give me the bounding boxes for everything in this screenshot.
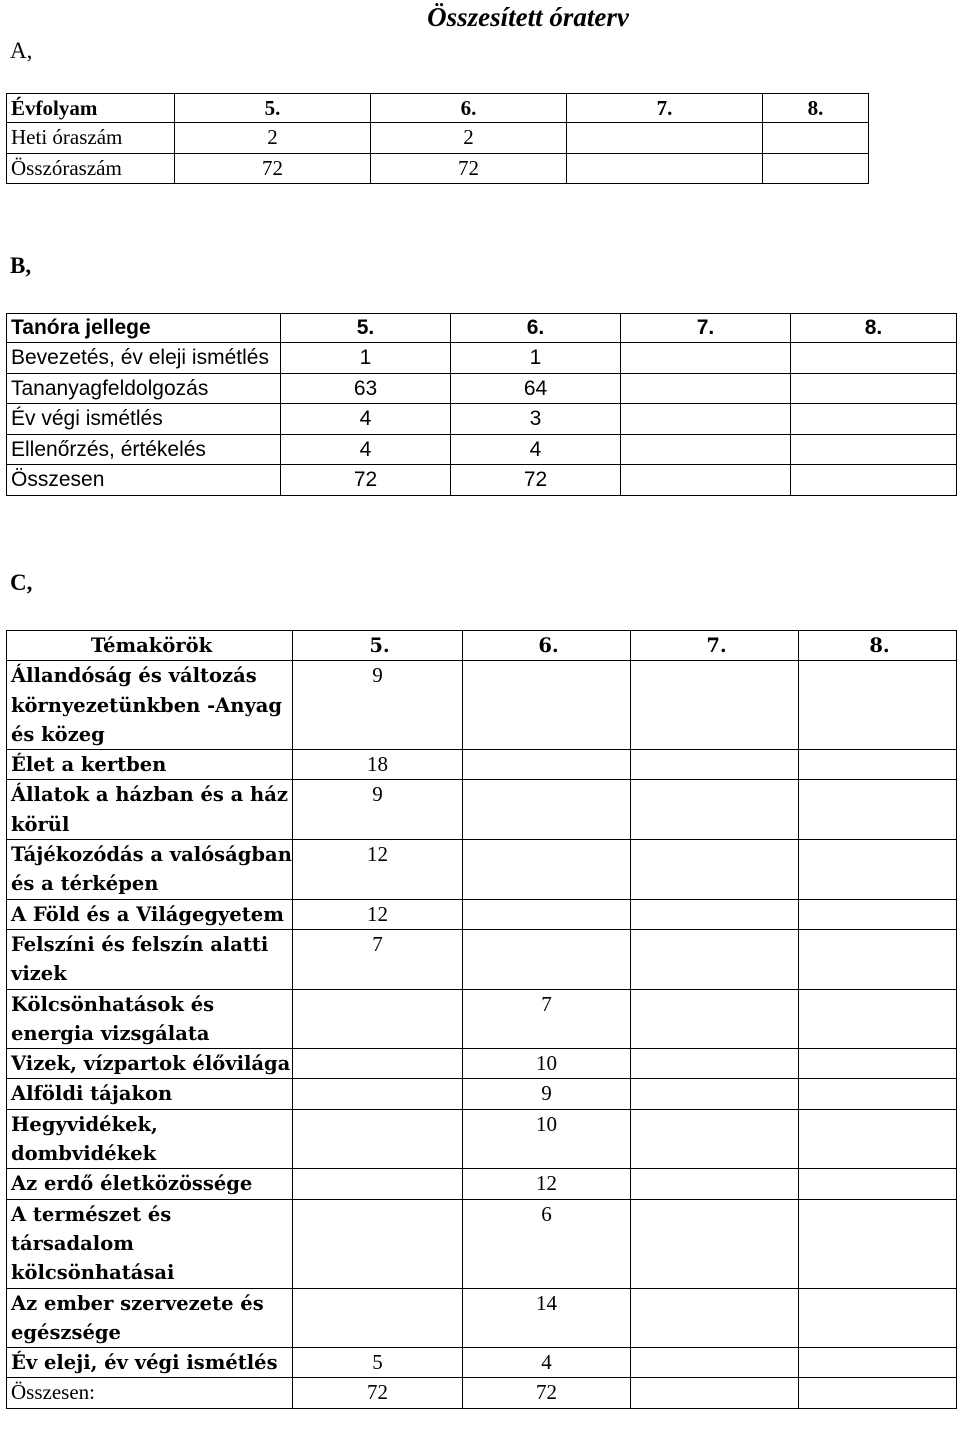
hour-value bbox=[631, 750, 799, 780]
hour-value bbox=[463, 840, 631, 900]
table-row bbox=[7, 1109, 957, 1169]
column-header-grade: 8. bbox=[791, 314, 957, 343]
hour-value: 72 bbox=[451, 465, 621, 496]
hour-value bbox=[799, 1348, 957, 1378]
table-row bbox=[7, 840, 957, 900]
hour-value bbox=[293, 989, 463, 1049]
table-header-row bbox=[7, 631, 957, 661]
hour-value bbox=[567, 153, 763, 184]
hour-value bbox=[567, 123, 763, 154]
column-header-grade: 7. bbox=[621, 314, 791, 343]
hour-value: 4 bbox=[451, 434, 621, 465]
row-label: Alföldi tájakon bbox=[7, 1079, 293, 1109]
hour-value: 18 bbox=[293, 750, 463, 780]
row-label: Vizek, vízpartok élővilága bbox=[7, 1049, 293, 1079]
hour-value: 72 bbox=[463, 1378, 631, 1408]
column-header-label: Tanóra jellege bbox=[7, 314, 281, 343]
row-label: Állatok a házban és a ház körül bbox=[7, 780, 293, 840]
row-label: Állandóság és változás környezetünkben -Anyag és közeg bbox=[7, 661, 293, 750]
hour-value: 4 bbox=[463, 1348, 631, 1378]
table-header-row bbox=[7, 94, 869, 123]
page-title: Összesített óraterv bbox=[427, 2, 629, 32]
hour-value: 72 bbox=[371, 153, 567, 184]
hour-value: 2 bbox=[175, 123, 371, 154]
row-label: Heti óraszám bbox=[7, 123, 175, 154]
row-label: Bevezetés, év eleji ismétlés bbox=[7, 343, 281, 374]
table-row bbox=[7, 434, 957, 465]
table-row bbox=[7, 1348, 957, 1378]
table-row bbox=[7, 1049, 957, 1079]
hour-value: 2 bbox=[371, 123, 567, 154]
hour-value bbox=[799, 1378, 957, 1408]
hour-value: 1 bbox=[281, 343, 451, 374]
row-label: Felszíni és felszín alatti vizek bbox=[7, 929, 293, 989]
table-row bbox=[7, 989, 957, 1049]
hour-value bbox=[463, 929, 631, 989]
column-header-grade: 5. bbox=[293, 631, 463, 661]
hour-value bbox=[791, 465, 957, 496]
table-row bbox=[7, 1378, 957, 1408]
hour-value: 63 bbox=[281, 373, 451, 404]
table-c-body bbox=[7, 631, 957, 1409]
column-header-label: Évfolyam bbox=[7, 94, 175, 123]
hour-value: 72 bbox=[281, 465, 451, 496]
hour-value: 5 bbox=[293, 1348, 463, 1378]
hour-value bbox=[293, 1199, 463, 1288]
hour-value bbox=[293, 1079, 463, 1109]
hour-value bbox=[463, 750, 631, 780]
table-row bbox=[7, 929, 957, 989]
column-header-label: Témakörök bbox=[7, 631, 293, 661]
hour-value bbox=[799, 1199, 957, 1288]
hour-value bbox=[293, 1049, 463, 1079]
hour-value: 1 bbox=[451, 343, 621, 374]
hour-value: 4 bbox=[281, 404, 451, 435]
section-a-label: A, bbox=[10, 38, 33, 63]
hour-value bbox=[631, 1378, 799, 1408]
hour-value: 72 bbox=[293, 1378, 463, 1408]
hour-value: 64 bbox=[451, 373, 621, 404]
hour-value bbox=[631, 780, 799, 840]
hour-value: 9 bbox=[463, 1079, 631, 1109]
hour-value bbox=[799, 899, 957, 929]
column-header-grade: 6. bbox=[463, 631, 631, 661]
hour-value: 12 bbox=[463, 1169, 631, 1199]
row-label: A természet és társadalom kölcsönhatásai bbox=[7, 1199, 293, 1288]
hour-value: 9 bbox=[293, 780, 463, 840]
hour-value bbox=[799, 1049, 957, 1079]
section-b-label: B, bbox=[10, 253, 32, 278]
hour-value bbox=[631, 989, 799, 1049]
hour-value bbox=[621, 404, 791, 435]
row-label: Ellenőrzés, értékelés bbox=[7, 434, 281, 465]
table-row bbox=[7, 343, 957, 374]
hour-value: 12 bbox=[293, 840, 463, 900]
column-header-grade: 5. bbox=[175, 94, 371, 123]
table-row bbox=[7, 1079, 957, 1109]
column-header-grade: 6. bbox=[451, 314, 621, 343]
hour-value bbox=[799, 1079, 957, 1109]
hour-value bbox=[799, 840, 957, 900]
hour-value bbox=[799, 989, 957, 1049]
hour-value: 72 bbox=[175, 153, 371, 184]
section-c-label: C, bbox=[10, 570, 33, 595]
hour-value: 7 bbox=[463, 989, 631, 1049]
row-label: Összóraszám bbox=[7, 153, 175, 184]
row-label: Tananyagfeldolgozás bbox=[7, 373, 281, 404]
hour-value bbox=[631, 1169, 799, 1199]
table-b-body bbox=[7, 314, 957, 496]
hour-value bbox=[799, 661, 957, 750]
table-row bbox=[7, 750, 957, 780]
hour-value bbox=[631, 1049, 799, 1079]
table-row bbox=[7, 1199, 957, 1288]
row-label: Tájékozódás a valóságban és a térképen bbox=[7, 840, 293, 900]
hour-value bbox=[621, 465, 791, 496]
table-section-c bbox=[6, 630, 957, 1409]
table-row bbox=[7, 153, 869, 184]
row-label: Év végi ismétlés bbox=[7, 404, 281, 435]
table-row bbox=[7, 661, 957, 750]
hour-value bbox=[631, 1109, 799, 1169]
hour-value: 4 bbox=[281, 434, 451, 465]
hour-value bbox=[621, 373, 791, 404]
hour-value bbox=[799, 750, 957, 780]
hour-value bbox=[631, 899, 799, 929]
table-row bbox=[7, 899, 957, 929]
hour-value: 6 bbox=[463, 1199, 631, 1288]
row-label: Élet a kertben bbox=[7, 750, 293, 780]
hour-value bbox=[293, 1169, 463, 1199]
column-header-grade: 7. bbox=[567, 94, 763, 123]
column-header-grade: 8. bbox=[763, 94, 869, 123]
hour-value bbox=[799, 780, 957, 840]
hour-value bbox=[791, 404, 957, 435]
hour-value bbox=[763, 153, 869, 184]
hour-value: 3 bbox=[451, 404, 621, 435]
hour-value bbox=[799, 1109, 957, 1169]
hour-value bbox=[799, 929, 957, 989]
column-header-grade: 5. bbox=[281, 314, 451, 343]
hour-value bbox=[791, 373, 957, 404]
hour-value: 9 bbox=[293, 661, 463, 750]
table-section-b bbox=[6, 313, 957, 496]
hour-value bbox=[631, 1079, 799, 1109]
hour-value: 12 bbox=[293, 899, 463, 929]
hour-value bbox=[621, 434, 791, 465]
table-section-a bbox=[6, 93, 869, 184]
row-label: Összesen: bbox=[7, 1378, 293, 1408]
hour-value bbox=[799, 1288, 957, 1348]
hour-value bbox=[631, 1288, 799, 1348]
row-label: Hegyvidékek, dombvidékek bbox=[7, 1109, 293, 1169]
hour-value bbox=[631, 840, 799, 900]
hour-value bbox=[631, 1348, 799, 1378]
row-label: Az ember szervezete és egészsége bbox=[7, 1288, 293, 1348]
column-header-grade: 6. bbox=[371, 94, 567, 123]
table-row bbox=[7, 123, 869, 154]
hour-value bbox=[631, 1199, 799, 1288]
table-row bbox=[7, 1288, 957, 1348]
row-label: A Föld és a Világegyetem bbox=[7, 899, 293, 929]
table-row bbox=[7, 780, 957, 840]
table-header-row bbox=[7, 314, 957, 343]
hour-value bbox=[293, 1109, 463, 1169]
hour-value bbox=[799, 1169, 957, 1199]
table-row bbox=[7, 404, 957, 435]
hour-value bbox=[463, 661, 631, 750]
column-header-grade: 8. bbox=[799, 631, 957, 661]
hour-value bbox=[293, 1288, 463, 1348]
table-row bbox=[7, 465, 957, 496]
hour-value: 10 bbox=[463, 1049, 631, 1079]
hour-value: 7 bbox=[293, 929, 463, 989]
hour-value bbox=[791, 343, 957, 374]
row-label: Összesen bbox=[7, 465, 281, 496]
hour-value bbox=[791, 434, 957, 465]
hour-value bbox=[763, 123, 869, 154]
column-header-grade: 7. bbox=[631, 631, 799, 661]
table-row bbox=[7, 1169, 957, 1199]
row-label: Az erdő életközössége bbox=[7, 1169, 293, 1199]
hour-value bbox=[631, 661, 799, 750]
table-row bbox=[7, 373, 957, 404]
hour-value bbox=[621, 343, 791, 374]
row-label: Kölcsönhatások és energia vizsgálata bbox=[7, 989, 293, 1049]
table-a-body bbox=[7, 94, 869, 184]
hour-value: 10 bbox=[463, 1109, 631, 1169]
hour-value bbox=[463, 899, 631, 929]
row-label: Év eleji, év végi ismétlés bbox=[7, 1348, 293, 1378]
hour-value bbox=[631, 929, 799, 989]
hour-value: 14 bbox=[463, 1288, 631, 1348]
hour-value bbox=[463, 780, 631, 840]
